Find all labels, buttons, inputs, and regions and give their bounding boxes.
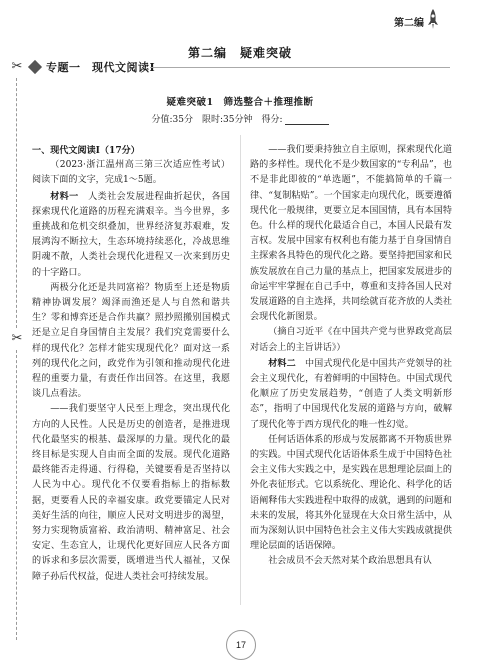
paragraph-text: 人类社会发展进程曲折起伏，各国探索现代化道路的历程充满艰辛。当今世界，多重挑战和危机交织叠加，世界经济复苏艰难，发展鸿沟不断拉大，生态环境持续恶化，冷战思维阴魂不散，人类社会现代化进程又一次来到历史的十字路口。 (32, 191, 230, 278)
scissors-icon: ✂ (11, 59, 23, 74)
section-heading (32, 143, 230, 158)
cut-line (16, 350, 17, 640)
topic-divider (150, 67, 450, 68)
paragraph-text: 任何话语体系的形成与发展都离不开物质世界的实践。中国式现代化话语体系生成于中国特色社会主义伟大实践之中，是实践在思想理论层面上的外化表征形式。它以系统化、理论化、科学化的话语阐释伟大实践进程中取得的成就，遇到的问题和未来的发展，将其外化显现在大众日常生活中，从而为深刻认识中国特色社会主义伟大实践成就提供理论层面的话语保障。 (250, 434, 452, 552)
diamond-icon (28, 60, 42, 74)
topic-label: 专题一 现代文阅读Ⅰ (46, 61, 156, 74)
material-label: 材料一 (50, 190, 89, 202)
score-blank (285, 124, 329, 125)
paragraph-text: 两极分化还是共同富裕？物质至上还是物质精神协调发展？竭泽而渔还是人与自然和谐共生？零和博弈还是合作共赢？照抄照搬别国模式还是立足自身国情自主发展？我们究竟需要什么样的现代化？怎样才能实现现代化？面对这一系列的现代化之问，政党作为引领和推动现代化进程的重要力量，有责任作出回答。在这里，我愿谈几点看法。 (32, 282, 230, 400)
column-divider (240, 135, 241, 605)
paragraph (250, 433, 452, 555)
paragraph-text: 一、现代文阅读Ⅰ（17分） (32, 145, 140, 156)
left-column (32, 143, 230, 585)
header-section-label: 第二编 (394, 18, 424, 29)
material-label: 材料二 (268, 357, 305, 369)
right-column (250, 143, 452, 570)
paragraph (32, 402, 230, 584)
paragraph-text: （2023·浙江温州高三第三次适应性考试）阅读下面的文字，完成1～5题。 (32, 160, 230, 186)
paragraph (250, 325, 452, 355)
rocket-icon (426, 8, 440, 30)
score-text: 分值:35分 限时:35分钟 得分: (151, 115, 283, 125)
paragraph-text: ——我们要秉持独立自主原则，探索现代化道路的多样性。现代化不是少数国家的“专利品”，也不是非此即彼的“单选题”，不能搞简单的千篇一律、“复制粘贴”。一个国家走向现代化，既要遵循现代化一般规律，更要立足本国国情，具有本国特色。什么样的现代化最适合自己，本国人民最有发言权。发展中国家有权利也有能力基于自身国情自主探索各具特色的现代化之路。要坚持把国家和民族发展放在自己力量的基点上，把国家发展进步的命运牢牢掌握在自己手中，尊重和支持各国人民对发展道路的自主选择，共同绘就百花齐放的人类社会现代化新图景。 (250, 145, 452, 323)
page-number: 17 (226, 630, 256, 660)
scissors-icon: ✂ (11, 331, 23, 346)
part-title: 第二编 疑难突破 (187, 46, 292, 60)
paragraph-text: 社会成员不会天然对某个政治思想具有认 (268, 556, 432, 567)
paragraph-text: ——我们要坚守人民至上理念，突出现代化方向的人民性。人民是历史的创造者，是推进现代化最坚实的根基、最深厚的力量。现代化的最终目标是实现人自由而全面的发展。现代化道路最终能否走得通、行得稳，关键要看是否坚持以人民为中心。现代化不仅要看指标上的指标数据，更要看人民的幸福安康。政党要锚定人民对美好生活的向往，顺应人民对文明进步的渴望，努力实现物质富裕、政治清明、精神富足、社会安定、生态宜人，让现代化更好回应人民各方面的诉求和多层次需要，既增进当代人福祉，又保障子孙后代权益，促进人类社会可持续发展。 (32, 404, 230, 582)
score-line (0, 112, 480, 125)
paragraph (250, 143, 452, 325)
paragraph (32, 158, 230, 188)
topic-badge (30, 59, 155, 75)
breakthrough-title: 疑难突破1 筛选整合＋推理推断 (166, 97, 314, 108)
paragraph (32, 189, 230, 281)
paragraph (250, 356, 452, 433)
paragraph (250, 554, 452, 569)
paragraph-text: （摘自习近平《在中国共产党与世界政党高层对话会上的主旨讲话》） (250, 327, 452, 353)
paragraph (32, 281, 230, 403)
paragraph-text: 中国式现代化是中国共产党领导的社会主义现代化，有着鲜明的中国特色。中国式现代化顺应了历史发展趋势，“创造了人类文明新形态”，指明了中国现代化发展的道路与方向，破解了现代化等于西方现代化的唯一性幻觉。 (250, 358, 452, 430)
